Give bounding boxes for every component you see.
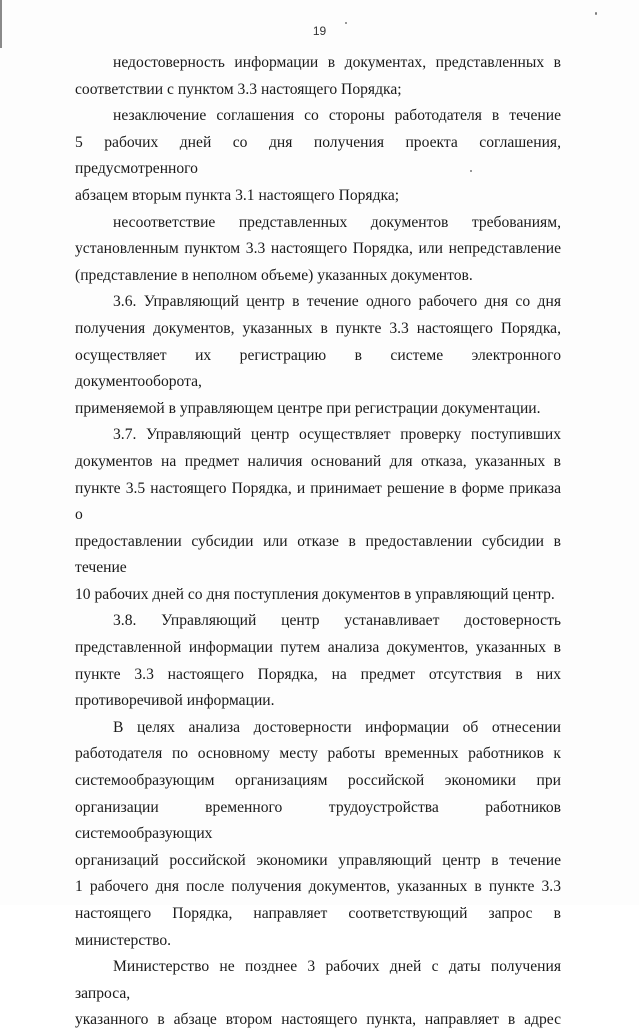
text-line: указанного в абзаце втором настоящего пункта, направляет в адрес <box>75 1011 561 1029</box>
text-line: работодателя по основному месту работы временных работников к <box>75 745 561 763</box>
text-line: 1 рабочего дня после получения документов, указанных в пункте 3.3 <box>75 878 561 896</box>
text-line: предоставлении субсидии или отказе в предоставлении субсидии в течение <box>75 532 561 577</box>
text-line: противоречивой информации. <box>75 692 275 710</box>
paragraph <box>75 289 561 422</box>
text-line: настоящего Порядка, направляет соответствующий запрос в министерство. <box>75 905 561 949</box>
text-line: организации временного трудоустройства работников системообразующих <box>75 798 561 843</box>
text-line: соответствии с пунктом 3.3 настоящего Порядка; <box>75 80 402 98</box>
text-line: осуществляет их регистрацию в системе электронного документооборота, <box>75 346 561 391</box>
text-line: установленным пунктом 3.3 настоящего Порядка, или непредставление <box>75 240 561 258</box>
text-line: незаключение соглашения со стороны работодателя в течение <box>113 107 561 125</box>
scan-speck <box>595 12 597 15</box>
text-line: системообразующим организациям российской экономики при <box>75 772 561 790</box>
text-line: получения документов, указанных в пункте 3.3 настоящего Порядка, <box>75 319 561 337</box>
text-line: пункте 3.3 настоящего Порядка, на предмет отсутствия в них <box>75 665 561 683</box>
page-number: 19 <box>312 24 327 38</box>
text-line: (представление в неполном объеме) указанных документов. <box>75 266 473 284</box>
paragraph <box>75 954 561 1034</box>
text-line: В целях анализа достоверности информации об отнесении <box>113 718 561 736</box>
text-line: недостоверность информации в документах, представленных в <box>113 54 561 71</box>
text-line: представленной информации путем анализа документов, указанных в <box>75 639 561 657</box>
text-line: абзацем вторым пункта 3.1 настоящего Порядка; <box>75 186 400 204</box>
text-line: несоответствие представленных документов требованиям, <box>113 213 561 231</box>
text-line: 5 рабочих дней со дня получения проекта соглашения, предусмотренного <box>75 133 561 178</box>
text-line: Министерство не позднее 3 рабочих дней с даты получения запроса, <box>75 958 561 1002</box>
text-line: 3.8. Управляющий центр устанавливает достоверность <box>113 612 561 630</box>
document-body <box>75 50 561 1034</box>
text-line: 3.7. Управляющий центр осуществляет проверку поступивших <box>113 426 561 444</box>
text-line: 10 рабочих дней со дня поступления документов в управляющий центр. <box>75 585 555 603</box>
text-line: организаций российской экономики управляющий центр в течение <box>75 851 561 869</box>
text-line: применяемой в управляющем центре при регистрации документации. <box>75 399 541 417</box>
text-line: пункте 3.5 настоящего Порядка, и принимает решение в форме приказа о <box>75 479 561 524</box>
paragraph <box>75 715 561 954</box>
paragraph <box>75 210 561 290</box>
paragraph <box>75 422 561 608</box>
paragraph <box>75 50 561 103</box>
paragraph <box>75 608 561 714</box>
paragraph <box>75 103 561 209</box>
text-line: 3.6. Управляющий центр в течение одного рабочего дня со дня <box>113 293 561 311</box>
text-line: документов на предмет наличия оснований для отказа, указанных в <box>75 452 561 470</box>
